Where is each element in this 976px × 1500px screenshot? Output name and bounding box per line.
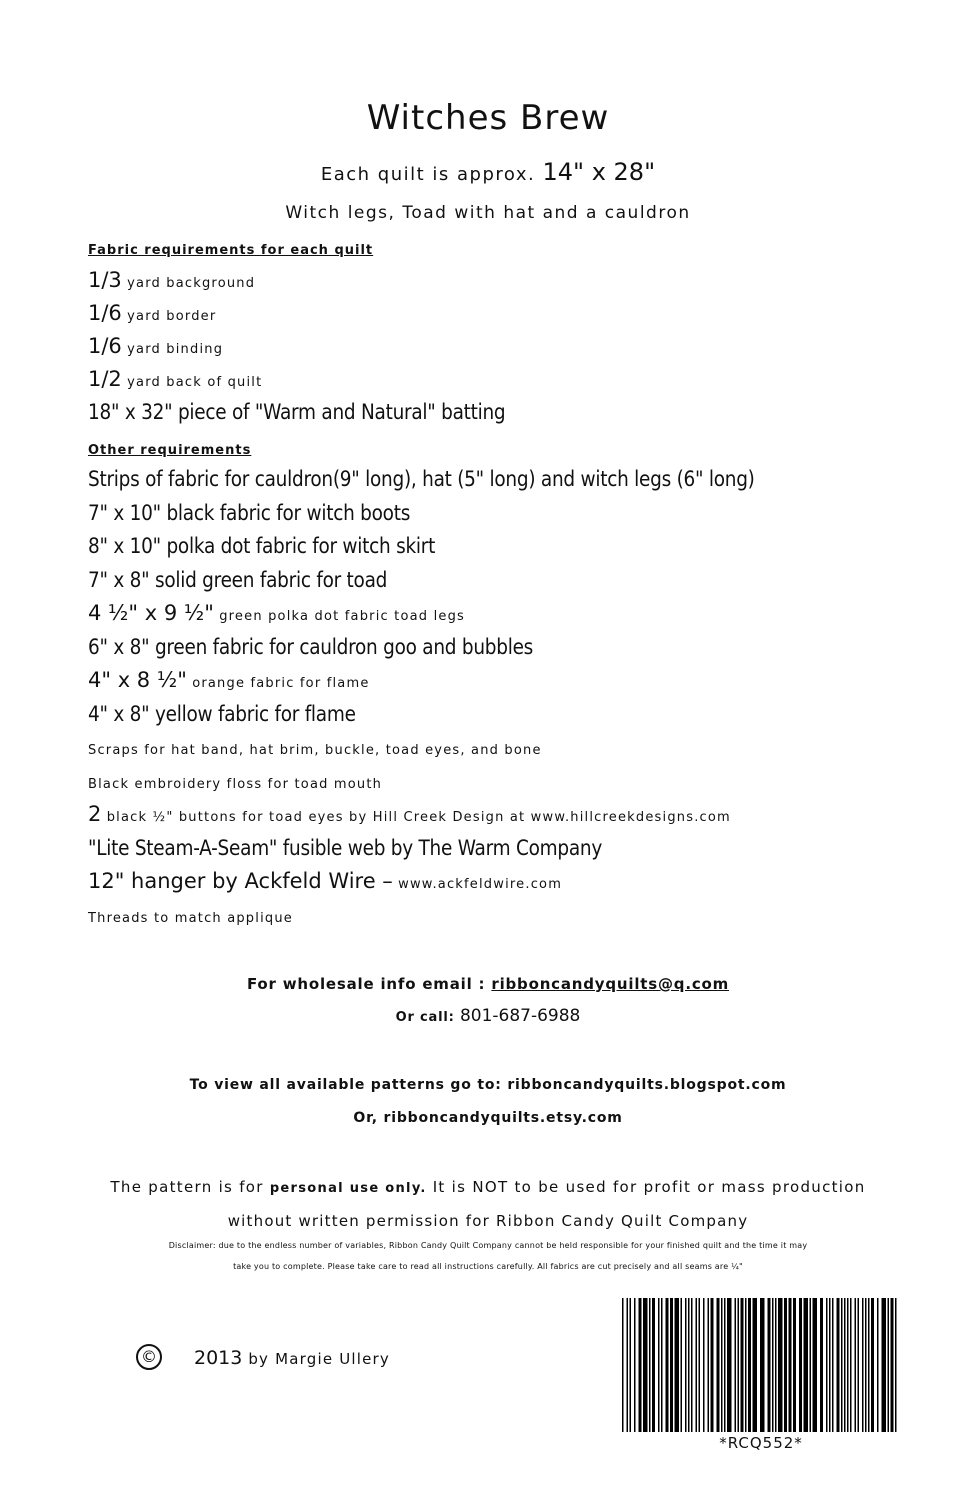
barcode-bar [634, 1298, 636, 1432]
personal-a: The pattern is for [110, 1178, 270, 1196]
barcode-bar [639, 1298, 642, 1432]
barcode-bar [745, 1298, 747, 1432]
other_requirements-item [88, 702, 356, 726]
other_requirements-item [88, 836, 602, 860]
size-prefix: Each quilt is approx. [320, 164, 536, 185]
barcode-bar [717, 1298, 720, 1432]
subtitle: Witch legs, Toad with hat and a cauldron [285, 203, 691, 223]
barcode-bar [661, 1298, 663, 1432]
other_requirements-item [88, 501, 410, 525]
barcode-bar [813, 1298, 818, 1432]
barcode-bar [735, 1298, 737, 1432]
other_requirements-item-text: Scraps for hat band, hat brim, buckle, toad eyes, and bone [88, 743, 542, 758]
other_requirements-item [88, 735, 542, 759]
other_requirements-item-qty: 12" hanger by Ackfeld Wire – [88, 869, 393, 893]
barcode-bar [658, 1298, 660, 1432]
barcode-bar [850, 1298, 852, 1432]
barcode-bar [772, 1298, 774, 1432]
barcode-bar [643, 1298, 648, 1432]
barcode-bar [670, 1298, 673, 1432]
other_requirements-item [88, 635, 533, 659]
other_requirements-item-text: Threads to match applique [88, 910, 293, 926]
barcode-bar [738, 1298, 740, 1432]
barcode-bar [685, 1298, 687, 1432]
copyright-text [194, 1347, 390, 1369]
other_requirements-item [88, 601, 465, 625]
barcode-bar [753, 1298, 758, 1432]
fabric_requirements-item-text: yard binding [121, 342, 224, 357]
copyright-year: 2013 [194, 1347, 243, 1369]
fabric_requirements-item [88, 367, 262, 391]
barcode-bar [721, 1298, 723, 1432]
barcode-bar [703, 1298, 705, 1432]
barcode-bar [652, 1298, 655, 1432]
fabric_requirements-item [88, 334, 223, 358]
fabric_requirements-item-qty: 1/2 [88, 367, 122, 391]
barcode-bar [699, 1298, 701, 1432]
disclaimer-line-1: Disclaimer: due to the endless number of variables, Ribbon Candy Quilt Company cannot be held responsible for your finished quilt and the time it may [168, 1241, 808, 1250]
other_requirements-item-qty: 2 [88, 802, 102, 826]
barcode-bar [760, 1298, 765, 1432]
wholesale-email-link[interactable]: ribboncandyquilts@q.com [491, 975, 730, 993]
size-dims: 14" x 28" [542, 158, 656, 186]
fabric_requirements-item-text: yard background [121, 276, 256, 291]
phone-number: 801-687-6988 [459, 1006, 581, 1026]
personal-use-notice [0, 1178, 976, 1196]
barcode-bar [681, 1298, 683, 1432]
barcode-bar [868, 1298, 870, 1432]
barcode-bar [888, 1298, 890, 1432]
barcode-bar [789, 1298, 792, 1432]
size-line [0, 158, 976, 186]
other_requirements-item [88, 802, 731, 826]
fabric_requirements-item-text: yard back of quilt [121, 375, 263, 390]
other_requirements-item [88, 467, 755, 491]
fabric-requirements-heading: Fabric requirements for each quilt [88, 243, 374, 258]
other_requirements-item-qty: Strips of fabric for cauldron(9" long), hat (5" long) and witch legs (6" long) [88, 467, 755, 491]
other_requirements-item-qty: "Lite Steam-A-Seam" fusible web by The Warm Company [88, 835, 603, 860]
other_requirements-item [88, 903, 293, 927]
barcode-bar [895, 1298, 897, 1432]
personal-c: It is NOT to be used for profit or mass production [426, 1178, 866, 1196]
other_requirements-item-text: Black embroidery floss for toad mouth [88, 776, 383, 792]
other_requirements-item-text: www.ackfeldwire.com [392, 877, 563, 892]
etsy-link-line[interactable]: Or, ribboncandyquilts.etsy.com [353, 1110, 623, 1126]
fabric_requirements-item-qty: 1/6 [88, 301, 122, 325]
barcode-bar [855, 1298, 857, 1432]
call-label: Or call: [395, 1010, 460, 1025]
other_requirements-item-text: green polka dot fabric toad legs [213, 609, 466, 624]
copyright-icon: © [136, 1344, 162, 1370]
barcode-bar [741, 1298, 744, 1432]
barcode-bar [877, 1298, 879, 1432]
barcode-bar [837, 1298, 840, 1432]
other_requirements-item-qty: 4" x 8" yellow fabric for flame [88, 701, 356, 726]
fabric_requirements-item [88, 400, 505, 424]
barcode-bar [841, 1298, 843, 1432]
barcode-bar [778, 1298, 783, 1432]
other_requirements-item [88, 869, 562, 893]
blog-link-line[interactable]: To view all available patterns go to: ribboncandyquilts.blogspot.com [189, 1077, 787, 1093]
barcode-bar [799, 1298, 802, 1432]
barcode-bar [844, 1298, 846, 1432]
barcode-bar [862, 1298, 864, 1432]
barcode-bar [891, 1298, 894, 1432]
barcode-bar [784, 1298, 787, 1432]
other_requirements-item-text: orange fabric for flame [186, 676, 370, 691]
phone-line [0, 1006, 976, 1026]
fabric_requirements-item-qty: 1/6 [88, 334, 122, 358]
personal-b: personal use only. [269, 1181, 427, 1196]
other_requirements-item [88, 668, 370, 692]
barcode-bar [675, 1298, 680, 1432]
barcode-bar [882, 1298, 887, 1432]
barcode-bar [865, 1298, 867, 1432]
barcode-bar [804, 1298, 809, 1432]
barcode-bar [871, 1298, 874, 1432]
barcode-bar [711, 1298, 714, 1432]
other_requirements-item-text: black ½" buttons for toad eyes by Hill Creek Design at www.hillcreekdesigns.com [101, 810, 731, 825]
barcode-bar [810, 1298, 812, 1432]
other_requirements-item [88, 769, 382, 793]
barcode-bar [768, 1298, 771, 1432]
barcode-bar [793, 1298, 796, 1432]
barcode-bar [727, 1298, 732, 1432]
barcode-bar [666, 1298, 669, 1432]
barcode-bar [826, 1298, 828, 1432]
page-title: Witches Brew [366, 98, 610, 138]
barcode-bar [832, 1298, 834, 1432]
fabric_requirements-item [88, 268, 255, 292]
other_requirements-item-qty: 4 ½" x 9 ½" [88, 601, 214, 625]
barcode-bar [829, 1298, 831, 1432]
permission-notice: without written permission for Ribbon Candy Quilt Company [227, 1212, 749, 1230]
barcode-bar [696, 1298, 698, 1432]
fabric_requirements-item [88, 301, 216, 325]
barcode-bar [688, 1298, 690, 1432]
barcode-bar [820, 1298, 823, 1432]
barcode-bar [627, 1298, 629, 1432]
barcode-bar [724, 1298, 726, 1432]
other_requirements-item-qty: 8" x 10" polka dot fabric for witch skirt [88, 534, 436, 558]
other_requirements-item-qty: 7" x 10" black fabric for witch boots [88, 500, 411, 525]
barcode-bar [622, 1298, 624, 1432]
barcode-code: *RCQ552* [719, 1434, 803, 1452]
barcode-bar [708, 1298, 710, 1432]
fabric_requirements-item-qty: 1/3 [88, 268, 122, 292]
other_requirements-item-qty: 7" x 8" solid green fabric for toad [88, 567, 388, 592]
other_requirements-item [88, 568, 387, 592]
other_requirements-item-qty: 4" x 8 ½" [88, 668, 187, 692]
other-requirements-heading: Other requirements [88, 443, 252, 458]
barcode-bar [748, 1298, 751, 1432]
barcode-image [620, 1298, 902, 1432]
barcode-bar [775, 1298, 777, 1432]
barcode-bar [649, 1298, 651, 1432]
wholesale-label: For wholesale info email : [246, 975, 492, 993]
wholesale-line [0, 975, 976, 993]
barcode-bar [847, 1298, 849, 1432]
other_requirements-item-qty: 6" x 8" green fabric for cauldron goo and bubbles [88, 634, 534, 659]
barcode-bar [858, 1298, 860, 1432]
disclaimer-line-2: take you to complete. Please take care to read all instructions carefully. All fabrics are cut precisely and all seams are ¼" [233, 1262, 743, 1271]
copyright-author: by Margie Ullery [242, 1350, 391, 1368]
fabric_requirements-item-qty: 18" x 32" piece of "Warm and Natural" batting [88, 400, 506, 424]
fabric_requirements-item-text: yard border [121, 309, 217, 324]
barcode-bar [691, 1298, 693, 1432]
other_requirements-item [88, 534, 435, 558]
barcode-bar [630, 1298, 632, 1432]
